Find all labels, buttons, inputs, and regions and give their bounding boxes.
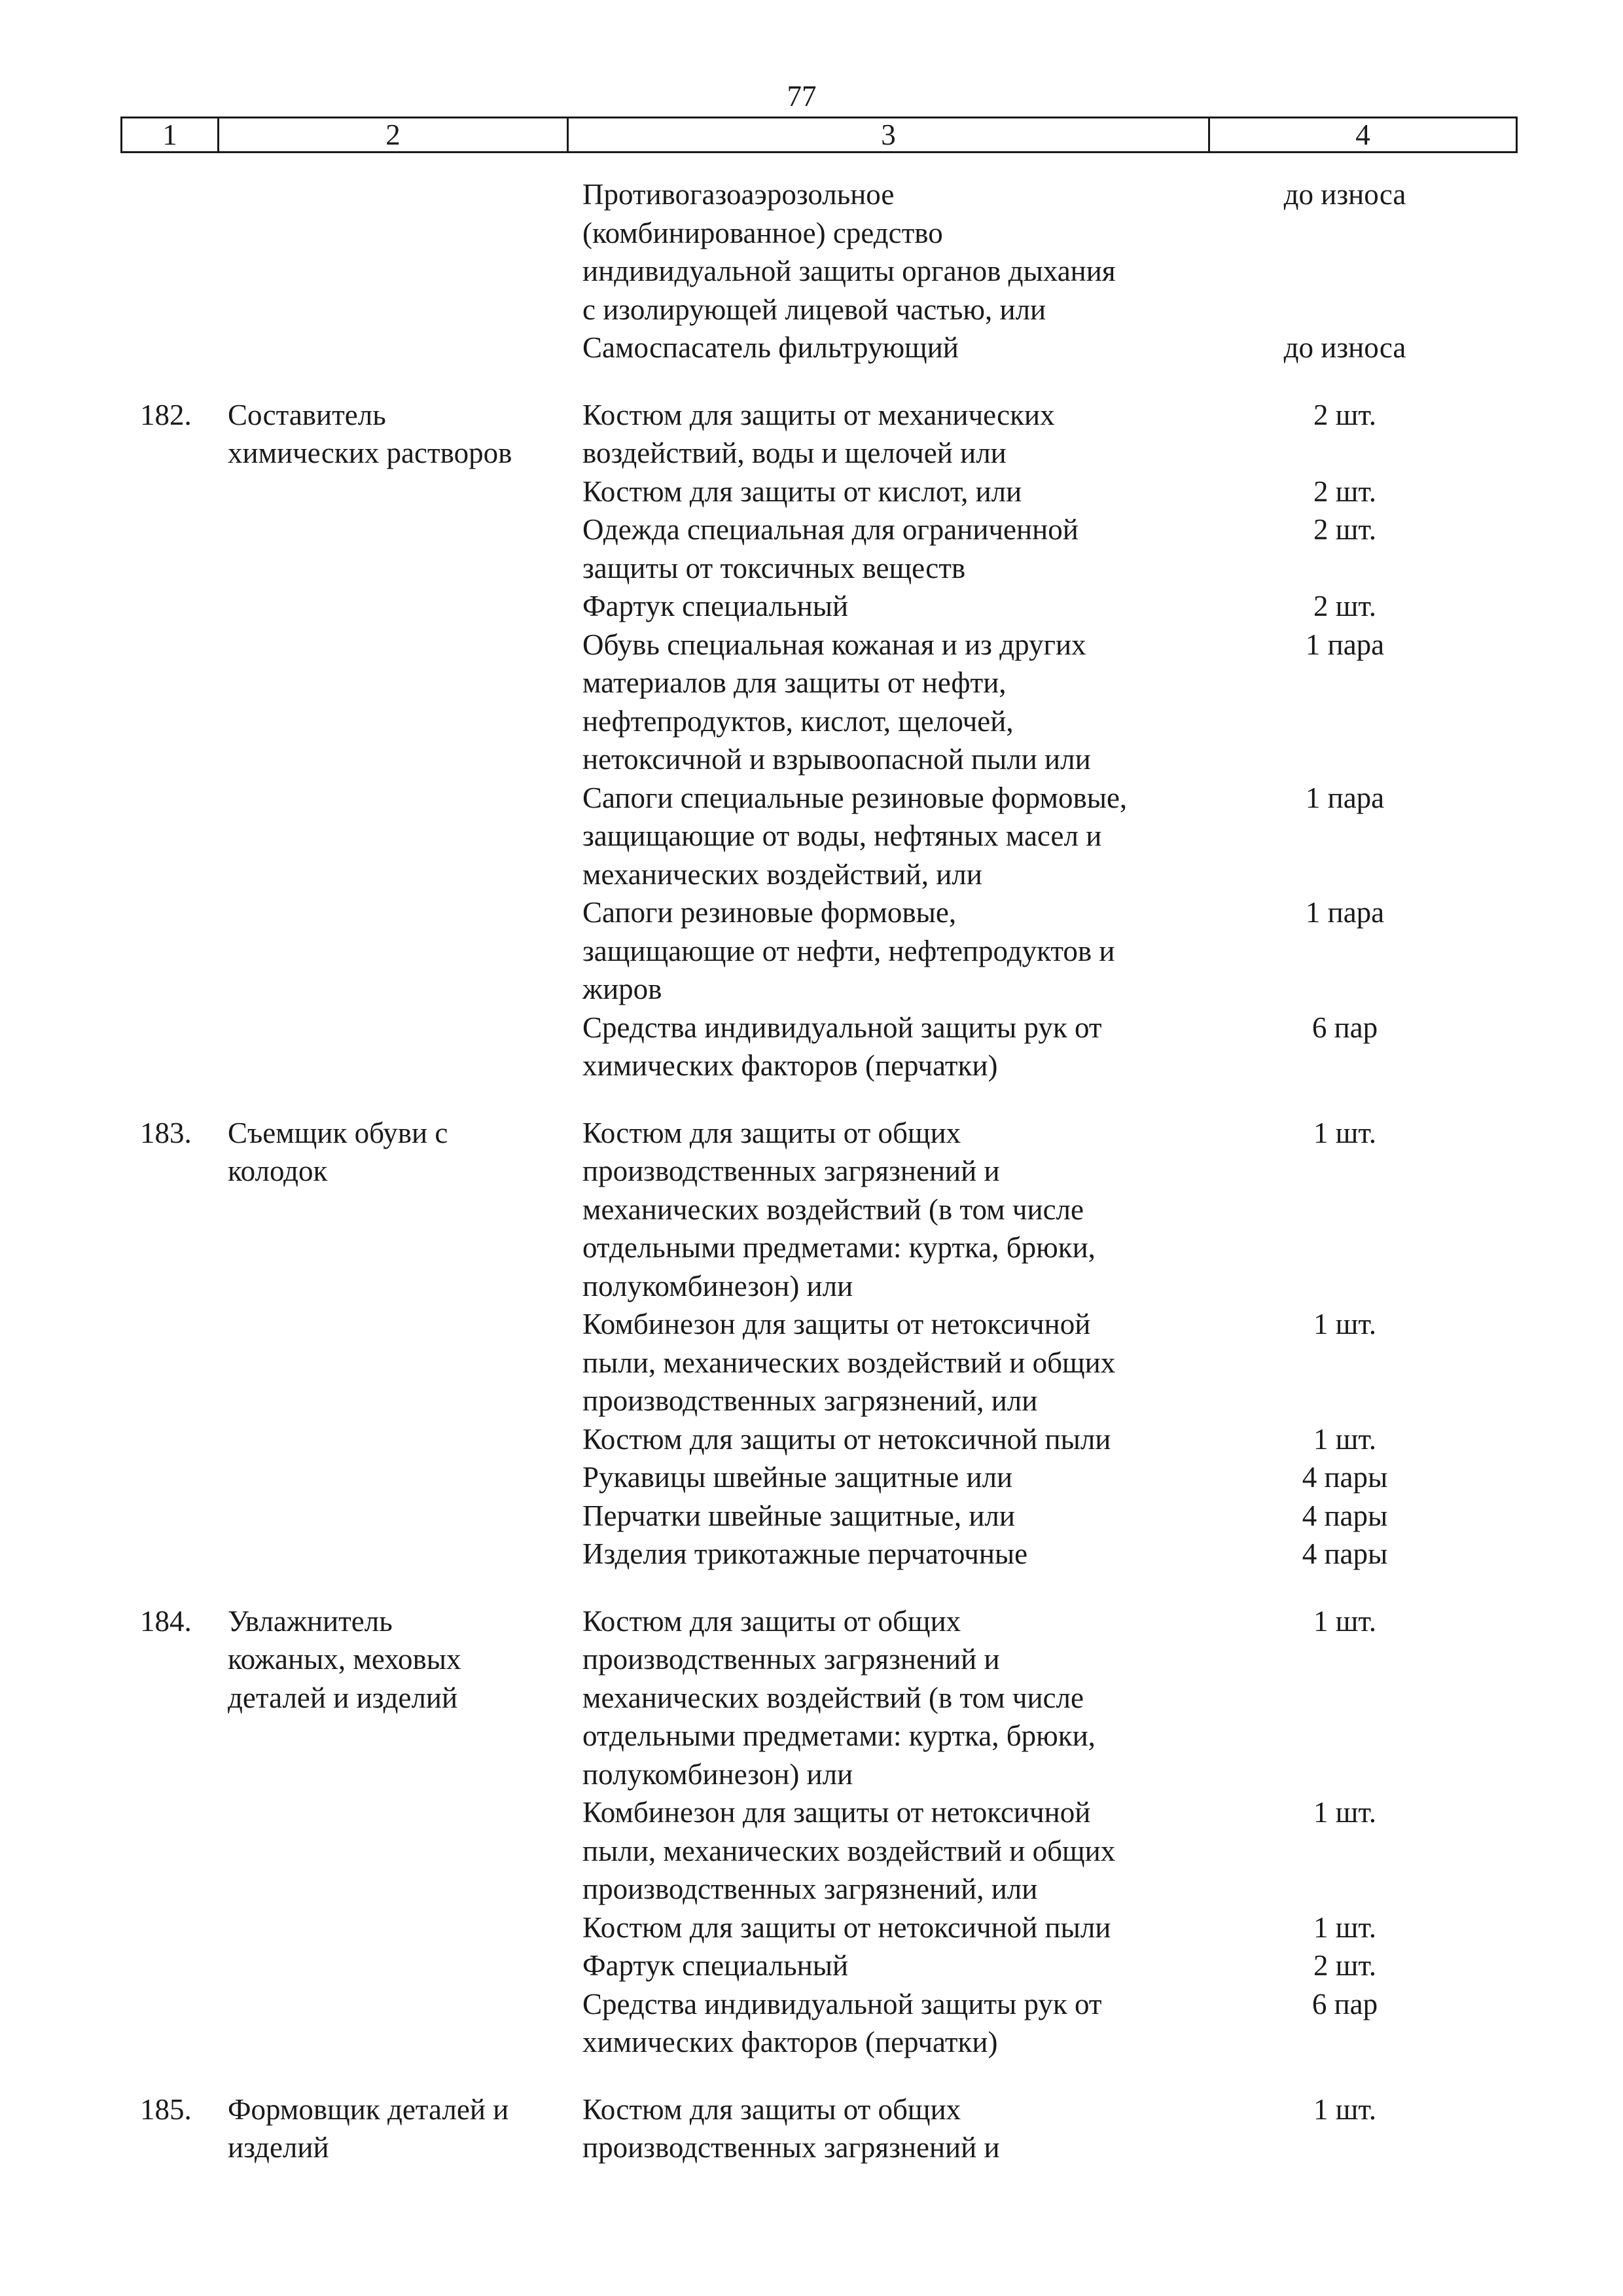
ppe-item <box>582 1009 1518 1085</box>
ppe-item-description <box>582 1497 1211 1535</box>
ppe-item <box>582 779 1518 894</box>
ppe-item <box>582 2090 1518 2167</box>
ppe-item-description-line: Сапоги специальные резиновые формовые, <box>582 781 1128 814</box>
ppe-item <box>582 1793 1518 1909</box>
ppe-item-quantity: до износа <box>1283 331 1406 364</box>
ppe-item-quantity: 2 шт. <box>1313 475 1376 508</box>
ppe-item <box>582 175 1518 329</box>
ppe-item-description-line: Костюм для защиты от общих <box>582 1116 961 1149</box>
ppe-item <box>582 1602 1518 1794</box>
ppe-item-description-line: Фартук специальный <box>582 590 849 622</box>
ppe-item-description-line: Сапоги резиновые формовые, <box>582 896 957 929</box>
ppe-item-description <box>582 1602 1211 1794</box>
ppe-item-description-line: пыли, механических воздействий и общих <box>582 1346 1116 1379</box>
entry <box>0 175 1623 367</box>
ppe-item-description <box>582 1985 1211 2062</box>
ppe-item-quantity: 4 пары <box>1302 1499 1388 1532</box>
entry <box>0 1602 1623 2062</box>
ppe-item-description-line: Обувь специальная кожаная и из других <box>582 628 1086 661</box>
entry-number: 182. <box>140 398 192 431</box>
ppe-item-description-line: Противогазоаэрозольное <box>582 178 895 211</box>
entry-number: 185. <box>140 2092 192 2126</box>
ppe-item-description <box>582 893 1211 1009</box>
profession-title-line: изделий <box>228 2131 329 2164</box>
entry <box>0 396 1623 1085</box>
ppe-items <box>582 175 1518 367</box>
column-header-4: 4 <box>1209 118 1517 152</box>
ppe-item-description-line: защищающие от воды, нефтяных масел и <box>582 819 1102 852</box>
ppe-item <box>582 473 1518 511</box>
ppe-item-description-line: (комбинированное) средство <box>582 216 943 249</box>
column-header-2: 2 <box>219 118 568 152</box>
ppe-item-description-line: защиты от токсичных веществ <box>582 551 966 584</box>
ppe-item-description-line: Костюм для защиты от общих <box>582 1604 961 1638</box>
ppe-item-description <box>582 511 1211 587</box>
ppe-item <box>582 1305 1518 1420</box>
ppe-item-quantity: 6 пар <box>1311 1987 1378 2020</box>
ppe-item-quantity: 1 шт. <box>1313 1604 1376 1638</box>
ppe-item-quantity: 1 шт. <box>1313 1422 1376 1456</box>
ppe-item-description <box>582 2090 1211 2167</box>
ppe-item-description-line: Комбинезон для защиты от нетоксичной <box>582 1796 1091 1829</box>
ppe-item <box>582 1909 1518 1947</box>
ppe-item-description-line: Фартук специальный <box>582 1949 849 1982</box>
ppe-item-description <box>582 473 1211 511</box>
ppe-item-description-line: производственных загрязнений и <box>582 1155 1000 1187</box>
profession-title <box>228 2090 568 2167</box>
column-header-1: 1 <box>122 118 219 152</box>
ppe-item-quantity: 6 пар <box>1311 1011 1378 1044</box>
ppe-item-description-line: химических факторов (перчатки) <box>582 2026 998 2058</box>
ppe-item-description <box>582 626 1211 779</box>
ppe-item-description-line: Костюм для защиты от нетоксичной пыли <box>582 1422 1111 1456</box>
ppe-item-description-line: нефтепродуктов, кислот, щелочей, <box>582 704 1014 738</box>
ppe-item-description-line: отдельными предметами: куртка, брюки, <box>582 1719 1096 1752</box>
ppe-item-description-line: Костюм для защиты от механических <box>582 398 1055 431</box>
ppe-item-description-line: механических воздействий (в том числе <box>582 1681 1084 1714</box>
profession-title <box>228 1114 568 1191</box>
profession-title-line: химических растворов <box>228 437 512 469</box>
ppe-item <box>582 1946 1518 1985</box>
ppe-item-description <box>582 175 1211 329</box>
ppe-item-quantity: 1 пара <box>1305 896 1385 929</box>
ppe-items <box>582 396 1518 1085</box>
profession-title-line: деталей и изделий <box>228 1681 458 1714</box>
ppe-item <box>582 1535 1518 1573</box>
ppe-items <box>582 2090 1518 2167</box>
ppe-item-description <box>582 329 1211 367</box>
entry-number: 183. <box>140 1116 192 1149</box>
ppe-item-description <box>582 1305 1211 1420</box>
ppe-item-description-line: Самоспасатель фильтрующий <box>582 331 959 364</box>
entry <box>0 2090 1623 2167</box>
ppe-item-quantity: 1 шт. <box>1313 1308 1376 1340</box>
column-header-table <box>120 117 1518 153</box>
profession-title-line: Составитель <box>228 398 386 431</box>
ppe-item-description-line: Средства индивидуальной защиты рук от <box>582 1011 1102 1044</box>
ppe-item-description-line: Изделия трикотажные перчаточные <box>582 1537 1028 1570</box>
ppe-item-description-line: производственных загрязнений и <box>582 2131 1000 2164</box>
ppe-item-quantity: 4 пары <box>1302 1461 1388 1494</box>
ppe-item-quantity: 1 пара <box>1305 781 1385 814</box>
ppe-item-description-line: механических воздействий (в том числе <box>582 1193 1084 1226</box>
page-number: 77 <box>787 80 817 113</box>
ppe-item-description <box>582 779 1211 894</box>
ppe-item-description <box>582 1009 1211 1085</box>
profession-title-line: Формовщик деталей и <box>228 2092 509 2126</box>
ppe-item-description-line: Средства индивидуальной защиты рук от <box>582 1987 1102 2020</box>
ppe-item-description <box>582 1458 1211 1497</box>
ppe-item-description-line: пыли, механических воздействий и общих <box>582 1834 1116 1867</box>
ppe-item-description <box>582 587 1211 626</box>
entries-list <box>0 175 1623 2167</box>
profession-title-line: колодок <box>228 1155 328 1187</box>
ppe-item <box>582 626 1518 779</box>
ppe-item-description-line: химических факторов (перчатки) <box>582 1049 998 1082</box>
ppe-item-description-line: Комбинезон для защиты от нетоксичной <box>582 1308 1091 1340</box>
ppe-item-description-line: Одежда специальная для ограниченной <box>582 513 1079 546</box>
ppe-item-description-line: Перчатки швейные защитные, или <box>582 1499 1015 1532</box>
ppe-item <box>582 1458 1518 1497</box>
ppe-item <box>582 396 1518 473</box>
ppe-item-description-line: отдельными предметами: куртка, брюки, <box>582 1231 1096 1264</box>
ppe-items <box>582 1602 1518 2062</box>
ppe-item-description-line: Рукавицы швейные защитные или <box>582 1461 1013 1494</box>
ppe-item-quantity: 2 шт. <box>1313 513 1376 546</box>
ppe-item-description <box>582 396 1211 473</box>
ppe-item-quantity: 2 шт. <box>1313 590 1376 622</box>
ppe-item-description <box>582 1420 1211 1459</box>
ppe-item <box>582 1497 1518 1535</box>
ppe-item-quantity: 1 шт. <box>1313 1910 1376 1944</box>
ppe-item <box>582 893 1518 1009</box>
profession-title-line: Съемщик обуви с <box>228 1116 448 1149</box>
ppe-item-quantity: 1 шт. <box>1313 1796 1376 1829</box>
ppe-item-description-line: материалов для защиты от нефти, <box>582 666 1007 699</box>
ppe-item-description-line: полукомбинезон) или <box>582 1757 853 1791</box>
ppe-item-description-line: Костюм для защиты от нетоксичной пыли <box>582 1910 1111 1944</box>
ppe-item-description-line: полукомбинезон) или <box>582 1269 853 1302</box>
ppe-item-quantity: 2 шт. <box>1313 1949 1376 1982</box>
ppe-item-description-line: механических воздействий, или <box>582 857 982 891</box>
entry <box>0 1114 1623 1573</box>
ppe-item-description <box>582 1946 1211 1985</box>
ppe-item-quantity: 1 шт. <box>1313 1116 1376 1149</box>
ppe-item-quantity: 1 шт. <box>1313 2092 1376 2126</box>
ppe-items <box>582 1114 1518 1573</box>
column-header-3: 3 <box>568 118 1209 152</box>
profession-title-line: Увлажнитель <box>228 1604 393 1638</box>
ppe-item-description-line: жиров <box>582 973 662 1005</box>
entry-number: 184. <box>140 1604 192 1638</box>
ppe-item-description-line: защищающие от нефти, нефтепродуктов и <box>582 934 1115 967</box>
ppe-item-description-line: Костюм для защиты от кислот, или <box>582 475 1022 508</box>
ppe-item-description <box>582 1909 1211 1947</box>
ppe-item-quantity: 1 пара <box>1305 628 1385 661</box>
ppe-item <box>582 1114 1518 1306</box>
ppe-item <box>582 1985 1518 2062</box>
ppe-item-description <box>582 1793 1211 1909</box>
profession-title <box>228 1602 568 1717</box>
ppe-item-description <box>582 1535 1211 1573</box>
ppe-item-description-line: производственных загрязнений, или <box>582 1384 1038 1417</box>
ppe-item-description-line: с изолирующей лицевой частью, или <box>582 293 1046 326</box>
ppe-item-description-line: нетоксичной и взрывоопасной пыли или <box>582 743 1091 776</box>
column-header-row <box>122 118 1517 152</box>
ppe-item-description-line: индивидуальной защиты органов дыхания <box>582 255 1116 287</box>
ppe-item-description <box>582 1114 1211 1306</box>
ppe-item <box>582 329 1518 367</box>
ppe-item-description-line: производственных загрязнений и <box>582 1643 1000 1676</box>
ppe-item <box>582 1420 1518 1459</box>
ppe-item-description-line: производственных загрязнений, или <box>582 1873 1038 1905</box>
ppe-item-description-line: Костюм для защиты от общих <box>582 2092 961 2126</box>
ppe-item <box>582 511 1518 587</box>
profession-title-line: кожаных, меховых <box>228 1643 461 1676</box>
profession-title <box>228 396 568 473</box>
ppe-item-quantity: до износа <box>1283 178 1406 211</box>
ppe-item <box>582 587 1518 626</box>
ppe-item-quantity: 2 шт. <box>1313 398 1376 431</box>
ppe-item-quantity: 4 пары <box>1302 1537 1388 1570</box>
ppe-item-description-line: воздействий, воды и щелочей или <box>582 437 1007 469</box>
